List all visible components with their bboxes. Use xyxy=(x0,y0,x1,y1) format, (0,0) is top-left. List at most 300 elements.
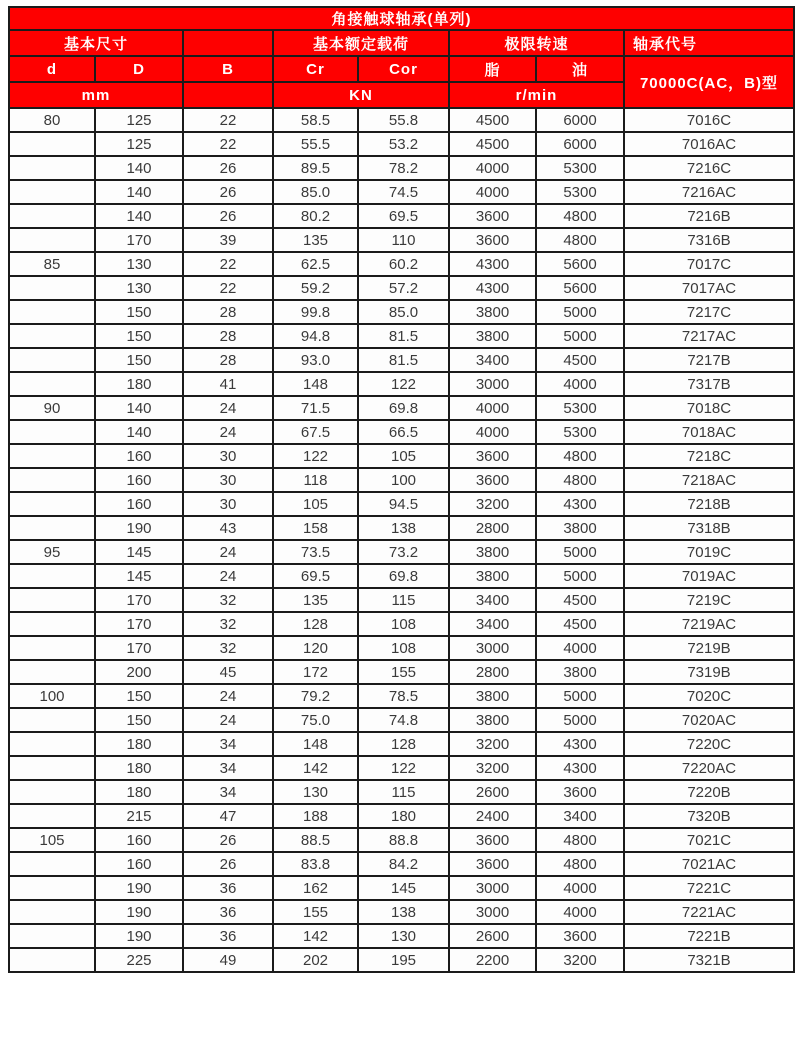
cell-grease-speed: 4000 xyxy=(449,396,536,420)
cell-B: 34 xyxy=(183,732,273,756)
cell-Cor: 78.5 xyxy=(358,684,449,708)
cell-bearing-code: 7218C xyxy=(624,444,794,468)
cell-Cr: 93.0 xyxy=(273,348,358,372)
cell-grease-speed: 3800 xyxy=(449,324,536,348)
cell-oil-speed: 4800 xyxy=(536,204,624,228)
cell-D: 140 xyxy=(95,396,183,420)
cell-d: 95 xyxy=(9,540,95,564)
cell-oil-speed: 4800 xyxy=(536,468,624,492)
cell-bearing-code: 7217B xyxy=(624,348,794,372)
cell-grease-speed: 3200 xyxy=(449,492,536,516)
cell-Cor: 81.5 xyxy=(358,324,449,348)
table-row xyxy=(9,420,794,444)
cell-B: 41 xyxy=(183,372,273,396)
cell-B: 22 xyxy=(183,132,273,156)
cell-Cr: 142 xyxy=(273,924,358,948)
cell-Cor: 74.5 xyxy=(358,180,449,204)
cell-Cor: 130 xyxy=(358,924,449,948)
cell-D: 130 xyxy=(95,252,183,276)
cell-grease-speed: 4000 xyxy=(449,156,536,180)
cell-Cor: 73.2 xyxy=(358,540,449,564)
cell-Cor: 100 xyxy=(358,468,449,492)
cell-D: 125 xyxy=(95,108,183,132)
cell-Cr: 188 xyxy=(273,804,358,828)
cell-Cor: 85.0 xyxy=(358,300,449,324)
cell-Cr: 80.2 xyxy=(273,204,358,228)
cell-Cr: 79.2 xyxy=(273,684,358,708)
cell-d xyxy=(9,324,95,348)
cell-bearing-code: 7217AC xyxy=(624,324,794,348)
cell-D: 160 xyxy=(95,852,183,876)
cell-bearing-code: 7218AC xyxy=(624,468,794,492)
cell-bearing-code: 7219B xyxy=(624,636,794,660)
cell-oil-speed: 4800 xyxy=(536,228,624,252)
cell-Cr: 71.5 xyxy=(273,396,358,420)
cell-B: 26 xyxy=(183,828,273,852)
cell-Cor: 110 xyxy=(358,228,449,252)
cell-Cr: 202 xyxy=(273,948,358,972)
cell-oil-speed: 4000 xyxy=(536,372,624,396)
table-row xyxy=(9,396,794,420)
cell-d xyxy=(9,780,95,804)
cell-grease-speed: 3800 xyxy=(449,300,536,324)
cell-d xyxy=(9,708,95,732)
cell-D: 160 xyxy=(95,468,183,492)
cell-B: 34 xyxy=(183,756,273,780)
cell-oil-speed: 5000 xyxy=(536,684,624,708)
cell-d xyxy=(9,612,95,636)
cell-d: 100 xyxy=(9,684,95,708)
cell-Cor: 94.5 xyxy=(358,492,449,516)
unit-kn: KN xyxy=(273,82,449,108)
cell-Cr: 128 xyxy=(273,612,358,636)
cell-B: 47 xyxy=(183,804,273,828)
cell-oil-speed: 5300 xyxy=(536,420,624,444)
cell-Cor: 138 xyxy=(358,900,449,924)
cell-grease-speed: 2600 xyxy=(449,780,536,804)
cell-bearing-code: 7221AC xyxy=(624,900,794,924)
table-row xyxy=(9,276,794,300)
cell-oil-speed: 5600 xyxy=(536,252,624,276)
cell-Cr: 135 xyxy=(273,588,358,612)
cell-oil-speed: 4000 xyxy=(536,636,624,660)
cell-grease-speed: 3000 xyxy=(449,372,536,396)
cell-oil-speed: 4800 xyxy=(536,444,624,468)
cell-d xyxy=(9,588,95,612)
cell-bearing-code: 7018AC xyxy=(624,420,794,444)
cell-Cr: 130 xyxy=(273,780,358,804)
cell-grease-speed: 4500 xyxy=(449,108,536,132)
cell-Cor: 108 xyxy=(358,612,449,636)
cell-d xyxy=(9,132,95,156)
cell-B: 22 xyxy=(183,252,273,276)
cell-Cor: 108 xyxy=(358,636,449,660)
header-rated-load: 基本额定载荷 xyxy=(273,30,449,56)
cell-bearing-code: 7018C xyxy=(624,396,794,420)
cell-B: 32 xyxy=(183,588,273,612)
cell-D: 160 xyxy=(95,444,183,468)
cell-bearing-code: 7221C xyxy=(624,876,794,900)
cell-grease-speed: 3600 xyxy=(449,828,536,852)
cell-oil-speed: 4000 xyxy=(536,900,624,924)
cell-Cor: 69.8 xyxy=(358,564,449,588)
cell-d xyxy=(9,228,95,252)
cell-D: 160 xyxy=(95,828,183,852)
cell-grease-speed: 3600 xyxy=(449,228,536,252)
cell-d xyxy=(9,492,95,516)
cell-grease-speed: 3000 xyxy=(449,636,536,660)
cell-Cr: 88.5 xyxy=(273,828,358,852)
cell-d: 90 xyxy=(9,396,95,420)
cell-B: 28 xyxy=(183,324,273,348)
cell-Cr: 120 xyxy=(273,636,358,660)
cell-D: 200 xyxy=(95,660,183,684)
cell-bearing-code: 7020C xyxy=(624,684,794,708)
cell-Cr: 69.5 xyxy=(273,564,358,588)
cell-B: 24 xyxy=(183,540,273,564)
table-row xyxy=(9,564,794,588)
cell-bearing-code: 7319B xyxy=(624,660,794,684)
cell-D: 225 xyxy=(95,948,183,972)
cell-grease-speed: 3200 xyxy=(449,732,536,756)
cell-oil-speed: 5000 xyxy=(536,324,624,348)
col-header-grease: 脂 xyxy=(449,56,536,82)
table-row xyxy=(9,228,794,252)
cell-B: 26 xyxy=(183,180,273,204)
header-limit-speed: 极限转速 xyxy=(449,30,624,56)
cell-D: 180 xyxy=(95,756,183,780)
cell-D: 190 xyxy=(95,516,183,540)
cell-Cor: 128 xyxy=(358,732,449,756)
cell-grease-speed: 2600 xyxy=(449,924,536,948)
cell-Cr: 58.5 xyxy=(273,108,358,132)
cell-Cor: 145 xyxy=(358,876,449,900)
cell-Cr: 83.8 xyxy=(273,852,358,876)
cell-grease-speed: 4300 xyxy=(449,276,536,300)
cell-Cr: 118 xyxy=(273,468,358,492)
table-row xyxy=(9,876,794,900)
cell-B: 24 xyxy=(183,396,273,420)
cell-Cor: 81.5 xyxy=(358,348,449,372)
cell-d xyxy=(9,876,95,900)
unit-mm: mm xyxy=(9,82,183,108)
cell-d xyxy=(9,420,95,444)
col-header-Cr: Cr xyxy=(273,56,358,82)
col-header-B: B xyxy=(183,56,273,82)
unit-b-spacer xyxy=(183,82,273,108)
cell-D: 190 xyxy=(95,876,183,900)
title-row xyxy=(9,7,794,30)
header-code-type: 70000C(AC，B)型 xyxy=(624,56,794,108)
cell-Cr: 172 xyxy=(273,660,358,684)
cell-D: 140 xyxy=(95,180,183,204)
table-row xyxy=(9,108,794,132)
cell-d xyxy=(9,804,95,828)
cell-B: 49 xyxy=(183,948,273,972)
cell-Cor: 195 xyxy=(358,948,449,972)
cell-oil-speed: 4800 xyxy=(536,852,624,876)
cell-grease-speed: 3400 xyxy=(449,612,536,636)
cell-grease-speed: 4300 xyxy=(449,252,536,276)
column-header-row xyxy=(9,56,794,82)
cell-D: 190 xyxy=(95,900,183,924)
cell-B: 45 xyxy=(183,660,273,684)
cell-bearing-code: 7219C xyxy=(624,588,794,612)
table-row xyxy=(9,924,794,948)
cell-oil-speed: 4300 xyxy=(536,492,624,516)
cell-Cor: 69.5 xyxy=(358,204,449,228)
cell-bearing-code: 7318B xyxy=(624,516,794,540)
col-header-D: D xyxy=(95,56,183,82)
cell-d xyxy=(9,900,95,924)
cell-grease-speed: 3800 xyxy=(449,708,536,732)
cell-oil-speed: 4500 xyxy=(536,612,624,636)
cell-D: 170 xyxy=(95,612,183,636)
cell-Cr: 105 xyxy=(273,492,358,516)
cell-grease-speed: 3200 xyxy=(449,756,536,780)
cell-d xyxy=(9,372,95,396)
cell-oil-speed: 3200 xyxy=(536,948,624,972)
table-row xyxy=(9,900,794,924)
cell-oil-speed: 5300 xyxy=(536,180,624,204)
cell-oil-speed: 5000 xyxy=(536,540,624,564)
table-row xyxy=(9,612,794,636)
cell-B: 26 xyxy=(183,204,273,228)
cell-D: 215 xyxy=(95,804,183,828)
cell-oil-speed: 5000 xyxy=(536,564,624,588)
cell-bearing-code: 7320B xyxy=(624,804,794,828)
cell-B: 32 xyxy=(183,636,273,660)
table-row xyxy=(9,852,794,876)
col-header-oil: 油 xyxy=(536,56,624,82)
cell-bearing-code: 7220C xyxy=(624,732,794,756)
table-row xyxy=(9,348,794,372)
cell-Cr: 122 xyxy=(273,444,358,468)
cell-Cor: 88.8 xyxy=(358,828,449,852)
cell-d xyxy=(9,948,95,972)
cell-bearing-code: 7317B xyxy=(624,372,794,396)
cell-Cor: 115 xyxy=(358,780,449,804)
cell-grease-speed: 2800 xyxy=(449,516,536,540)
cell-bearing-code: 7217C xyxy=(624,300,794,324)
cell-D: 140 xyxy=(95,156,183,180)
cell-grease-speed: 3600 xyxy=(449,468,536,492)
cell-bearing-code: 7219AC xyxy=(624,612,794,636)
cell-B: 24 xyxy=(183,420,273,444)
cell-grease-speed: 3000 xyxy=(449,900,536,924)
cell-oil-speed: 3400 xyxy=(536,804,624,828)
cell-oil-speed: 3600 xyxy=(536,924,624,948)
table-row xyxy=(9,372,794,396)
cell-grease-speed: 4000 xyxy=(449,180,536,204)
cell-Cr: 99.8 xyxy=(273,300,358,324)
table-row xyxy=(9,204,794,228)
cell-D: 170 xyxy=(95,588,183,612)
col-header-Cor: Cor xyxy=(358,56,449,82)
cell-d xyxy=(9,516,95,540)
cell-Cr: 59.2 xyxy=(273,276,358,300)
cell-Cr: 135 xyxy=(273,228,358,252)
cell-d: 80 xyxy=(9,108,95,132)
cell-Cor: 78.2 xyxy=(358,156,449,180)
cell-bearing-code: 7321B xyxy=(624,948,794,972)
table-row xyxy=(9,444,794,468)
cell-D: 150 xyxy=(95,348,183,372)
cell-Cr: 75.0 xyxy=(273,708,358,732)
cell-d xyxy=(9,564,95,588)
cell-D: 130 xyxy=(95,276,183,300)
cell-Cr: 148 xyxy=(273,372,358,396)
cell-grease-speed: 4500 xyxy=(449,132,536,156)
cell-B: 43 xyxy=(183,516,273,540)
unit-rpm: r/min xyxy=(449,82,624,108)
cell-Cor: 74.8 xyxy=(358,708,449,732)
table-row xyxy=(9,492,794,516)
cell-Cr: 94.8 xyxy=(273,324,358,348)
table-body xyxy=(9,108,794,972)
cell-Cor: 180 xyxy=(358,804,449,828)
cell-oil-speed: 4500 xyxy=(536,588,624,612)
cell-Cr: 85.0 xyxy=(273,180,358,204)
cell-Cr: 158 xyxy=(273,516,358,540)
cell-Cr: 73.5 xyxy=(273,540,358,564)
cell-B: 30 xyxy=(183,492,273,516)
table-row xyxy=(9,828,794,852)
cell-d xyxy=(9,852,95,876)
cell-bearing-code: 7218B xyxy=(624,492,794,516)
cell-D: 180 xyxy=(95,732,183,756)
cell-B: 30 xyxy=(183,444,273,468)
table-row xyxy=(9,516,794,540)
cell-B: 30 xyxy=(183,468,273,492)
cell-grease-speed: 2400 xyxy=(449,804,536,828)
header-basic-size: 基本尺寸 xyxy=(9,30,183,56)
cell-B: 24 xyxy=(183,684,273,708)
cell-bearing-code: 7021AC xyxy=(624,852,794,876)
table-row xyxy=(9,708,794,732)
cell-d xyxy=(9,156,95,180)
cell-Cor: 69.8 xyxy=(358,396,449,420)
cell-B: 39 xyxy=(183,228,273,252)
cell-d xyxy=(9,348,95,372)
cell-Cr: 89.5 xyxy=(273,156,358,180)
cell-oil-speed: 3800 xyxy=(536,516,624,540)
cell-grease-speed: 3800 xyxy=(449,540,536,564)
cell-oil-speed: 5000 xyxy=(536,708,624,732)
table-row xyxy=(9,660,794,684)
cell-oil-speed: 4300 xyxy=(536,732,624,756)
cell-grease-speed: 3800 xyxy=(449,684,536,708)
col-header-d: d xyxy=(9,56,95,82)
cell-bearing-code: 7316B xyxy=(624,228,794,252)
cell-oil-speed: 5600 xyxy=(536,276,624,300)
cell-Cor: 105 xyxy=(358,444,449,468)
cell-B: 24 xyxy=(183,708,273,732)
cell-D: 140 xyxy=(95,204,183,228)
cell-oil-speed: 3800 xyxy=(536,660,624,684)
cell-D: 140 xyxy=(95,420,183,444)
cell-B: 22 xyxy=(183,276,273,300)
cell-d xyxy=(9,468,95,492)
cell-B: 32 xyxy=(183,612,273,636)
cell-D: 170 xyxy=(95,636,183,660)
cell-grease-speed: 3400 xyxy=(449,588,536,612)
cell-grease-speed: 3800 xyxy=(449,564,536,588)
cell-bearing-code: 7216AC xyxy=(624,180,794,204)
cell-bearing-code: 7016C xyxy=(624,108,794,132)
cell-d xyxy=(9,300,95,324)
cell-Cr: 162 xyxy=(273,876,358,900)
cell-oil-speed: 4500 xyxy=(536,348,624,372)
cell-Cr: 55.5 xyxy=(273,132,358,156)
table-title: 角接触球轴承(单列) xyxy=(9,7,794,30)
cell-B: 36 xyxy=(183,876,273,900)
cell-bearing-code: 7017AC xyxy=(624,276,794,300)
cell-bearing-code: 7220B xyxy=(624,780,794,804)
cell-grease-speed: 3600 xyxy=(449,444,536,468)
group-header-row xyxy=(9,30,794,56)
cell-grease-speed: 3000 xyxy=(449,876,536,900)
cell-grease-speed: 3600 xyxy=(449,204,536,228)
cell-d: 105 xyxy=(9,828,95,852)
cell-bearing-code: 7221B xyxy=(624,924,794,948)
cell-oil-speed: 6000 xyxy=(536,132,624,156)
cell-D: 150 xyxy=(95,708,183,732)
cell-Cor: 138 xyxy=(358,516,449,540)
cell-D: 145 xyxy=(95,564,183,588)
cell-d xyxy=(9,636,95,660)
cell-Cor: 115 xyxy=(358,588,449,612)
table-row xyxy=(9,252,794,276)
cell-B: 22 xyxy=(183,108,273,132)
cell-bearing-code: 7019C xyxy=(624,540,794,564)
header-bearing-code: 轴承代号 xyxy=(624,30,794,56)
cell-Cor: 122 xyxy=(358,756,449,780)
cell-D: 150 xyxy=(95,324,183,348)
cell-oil-speed: 5000 xyxy=(536,300,624,324)
table-row xyxy=(9,300,794,324)
cell-bearing-code: 7220AC xyxy=(624,756,794,780)
cell-d: 85 xyxy=(9,252,95,276)
cell-D: 190 xyxy=(95,924,183,948)
cell-B: 28 xyxy=(183,300,273,324)
cell-grease-speed: 2200 xyxy=(449,948,536,972)
table-row xyxy=(9,948,794,972)
cell-Cr: 67.5 xyxy=(273,420,358,444)
cell-d xyxy=(9,276,95,300)
cell-d xyxy=(9,924,95,948)
table-row xyxy=(9,540,794,564)
table-row xyxy=(9,468,794,492)
cell-Cor: 57.2 xyxy=(358,276,449,300)
cell-bearing-code: 7020AC xyxy=(624,708,794,732)
cell-Cr: 62.5 xyxy=(273,252,358,276)
table-row xyxy=(9,804,794,828)
cell-bearing-code: 7021C xyxy=(624,828,794,852)
cell-D: 170 xyxy=(95,228,183,252)
cell-B: 24 xyxy=(183,564,273,588)
cell-d xyxy=(9,732,95,756)
cell-d xyxy=(9,444,95,468)
cell-oil-speed: 3600 xyxy=(536,780,624,804)
cell-d xyxy=(9,660,95,684)
cell-oil-speed: 4000 xyxy=(536,876,624,900)
bearing-table xyxy=(8,6,795,973)
cell-Cor: 53.2 xyxy=(358,132,449,156)
cell-d xyxy=(9,204,95,228)
cell-D: 180 xyxy=(95,372,183,396)
table-row xyxy=(9,780,794,804)
